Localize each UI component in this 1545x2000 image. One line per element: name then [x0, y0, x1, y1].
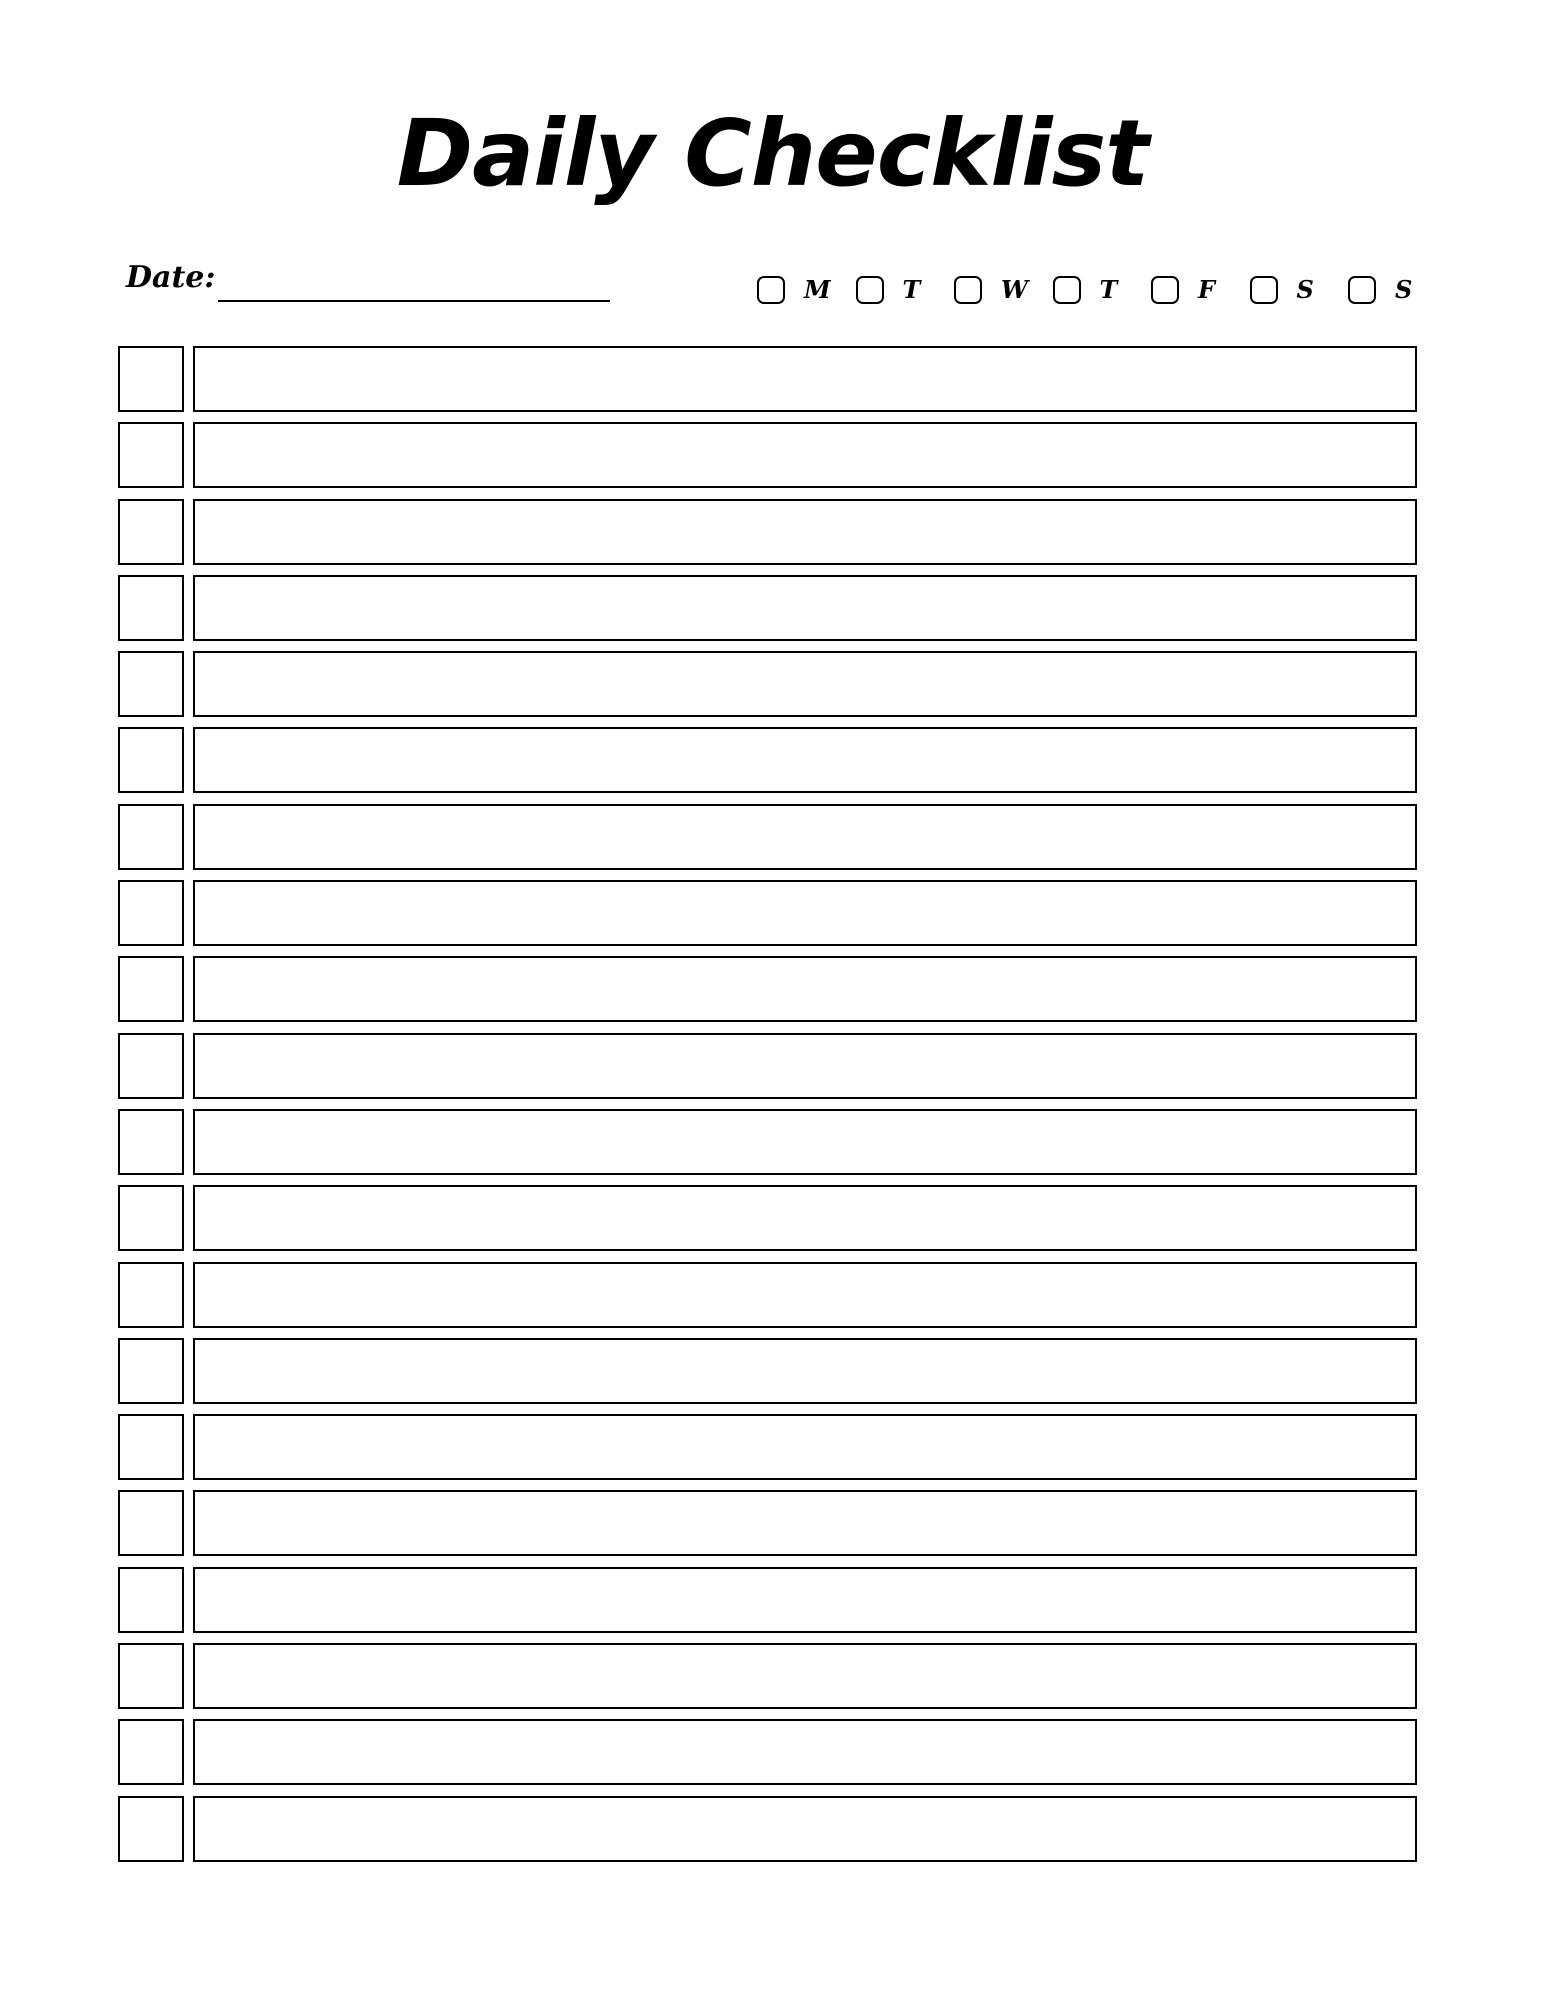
task-checkbox[interactable]: [118, 575, 184, 641]
task-field[interactable]: [193, 1109, 1417, 1175]
checklist-row: [118, 1796, 1417, 1862]
task-field[interactable]: [193, 422, 1417, 488]
task-checkbox[interactable]: [118, 422, 184, 488]
checklist-row: [118, 880, 1417, 946]
task-field[interactable]: [193, 1338, 1417, 1404]
checklist-row: [118, 956, 1417, 1022]
task-checkbox[interactable]: [118, 880, 184, 946]
checklist-row: [118, 1338, 1417, 1404]
checklist-row: [118, 422, 1417, 488]
weekday-item: [1053, 276, 1152, 304]
task-field[interactable]: [193, 1719, 1417, 1785]
weekday-checkbox[interactable]: [1348, 276, 1376, 304]
task-checkbox[interactable]: [118, 1490, 184, 1556]
weekday-item: [1151, 276, 1250, 304]
checklist-row: [118, 1567, 1417, 1633]
weekday-label: T: [1099, 275, 1118, 304]
checklist-row: [118, 1490, 1417, 1556]
checklist: [118, 346, 1417, 1872]
task-checkbox[interactable]: [118, 1033, 184, 1099]
checklist-row: [118, 1262, 1417, 1328]
task-checkbox[interactable]: [118, 1338, 184, 1404]
task-field[interactable]: [193, 1643, 1417, 1709]
weekday-label: T: [902, 275, 921, 304]
task-checkbox[interactable]: [118, 651, 184, 717]
task-checkbox[interactable]: [118, 1109, 184, 1175]
date-label: Date:: [126, 260, 216, 295]
weekday-checkbox[interactable]: [757, 276, 785, 304]
task-checkbox[interactable]: [118, 1719, 184, 1785]
weekday-item: [1250, 276, 1349, 304]
task-field[interactable]: [193, 880, 1417, 946]
task-field[interactable]: [193, 1033, 1417, 1099]
task-checkbox[interactable]: [118, 1414, 184, 1480]
weekday-item: [757, 276, 856, 304]
checklist-row: [118, 1033, 1417, 1099]
weekday-checkbox[interactable]: [954, 276, 982, 304]
task-field[interactable]: [193, 499, 1417, 565]
date-field-line[interactable]: [218, 300, 610, 302]
task-checkbox[interactable]: [118, 1185, 184, 1251]
checklist-row: [118, 1719, 1417, 1785]
task-checkbox[interactable]: [118, 1796, 184, 1862]
task-field[interactable]: [193, 1185, 1417, 1251]
checklist-row: [118, 346, 1417, 412]
checklist-row: [118, 1643, 1417, 1709]
weekday-item: [954, 276, 1053, 304]
weekday-label: F: [1198, 275, 1216, 304]
weekday-selector: [757, 273, 1447, 307]
checklist-row: [118, 651, 1417, 717]
task-field[interactable]: [193, 575, 1417, 641]
checklist-row: [118, 1109, 1417, 1175]
task-field[interactable]: [193, 1567, 1417, 1633]
weekday-label: S: [1296, 275, 1314, 304]
weekday-item: [856, 276, 955, 304]
task-field[interactable]: [193, 1414, 1417, 1480]
checklist-row: [118, 499, 1417, 565]
checklist-row: [118, 575, 1417, 641]
task-checkbox[interactable]: [118, 499, 184, 565]
checklist-row: [118, 804, 1417, 870]
task-field[interactable]: [193, 651, 1417, 717]
task-checkbox[interactable]: [118, 727, 184, 793]
checklist-row: [118, 727, 1417, 793]
weekday-checkbox[interactable]: [1250, 276, 1278, 304]
weekday-checkbox[interactable]: [856, 276, 884, 304]
task-checkbox[interactable]: [118, 956, 184, 1022]
task-checkbox[interactable]: [118, 1262, 184, 1328]
task-checkbox[interactable]: [118, 804, 184, 870]
weekday-label: M: [804, 275, 831, 304]
task-checkbox[interactable]: [118, 346, 184, 412]
task-field[interactable]: [193, 727, 1417, 793]
weekday-checkbox[interactable]: [1053, 276, 1081, 304]
weekday-label: S: [1395, 275, 1413, 304]
checklist-row: [118, 1185, 1417, 1251]
checklist-row: [118, 1414, 1417, 1480]
task-field[interactable]: [193, 1490, 1417, 1556]
task-field[interactable]: [193, 1262, 1417, 1328]
task-checkbox[interactable]: [118, 1567, 184, 1633]
weekday-item: [1348, 276, 1447, 304]
task-field[interactable]: [193, 956, 1417, 1022]
task-field[interactable]: [193, 346, 1417, 412]
task-field[interactable]: [193, 804, 1417, 870]
weekday-label: W: [1001, 275, 1028, 304]
task-field[interactable]: [193, 1796, 1417, 1862]
page-title: Daily Checklist: [396, 100, 1149, 207]
task-checkbox[interactable]: [118, 1643, 184, 1709]
weekday-checkbox[interactable]: [1151, 276, 1179, 304]
